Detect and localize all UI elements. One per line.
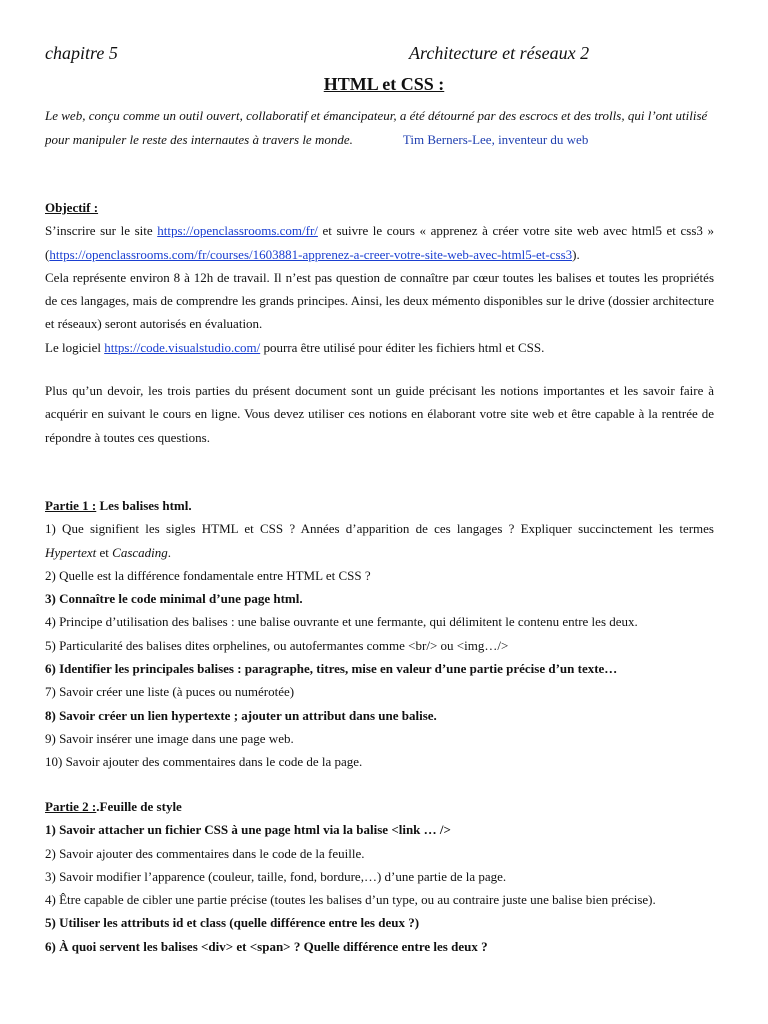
partie2-section (45, 795, 714, 958)
p1-question-8: 8) Savoir créer un lien hypertexte ; ajouter un attribut dans une balise. (45, 707, 437, 723)
p2-question-3: 3) Savoir modifier l’apparence (couleur, taille, fond, bordure,…) d’une partie de la page. (45, 868, 507, 884)
p2-question-1: 1) Savoir attacher un fichier CSS à une page html via la balise <link … /> (45, 822, 451, 838)
p1-question-1: 1) Que signifient les sigles HTML et CSS ? Années d’apparition de ces langages ? Expliquer succinctement les termes Hypertext et Cascading. (45, 521, 714, 560)
p2-question-4: 4) Être capable de cibler une partie précise (toutes les balises d’un type, ou au contraire juste une balise bien précise). (45, 892, 656, 908)
partie2-label: Partie 2 : (45, 799, 97, 814)
p1-question-9: 9) Savoir insérer une image dans une page web. (45, 730, 294, 746)
quote-author: Tim Berners-Lee, inventeur du web (402, 132, 589, 147)
partie1-section (45, 494, 714, 774)
p1-question-10: 10) Savoir ajouter des commentaires dans le code de la page. (45, 754, 363, 770)
quote-text: Le web, conçu comme un outil ouvert, collaboratif et émancipateur, a été détourné par des escrocs et des trolls, qui l’ont utilisé pour manipuler le reste des internautes à travers le monde. (45, 108, 708, 147)
p1-question-7: 7) Savoir créer une liste (à puces ou numérotée) (45, 684, 295, 700)
p1-question-2: 2) Quelle est la différence fondamentale entre HTML et CSS ? (45, 567, 371, 583)
p1-question-4: 4) Principe d’utilisation des balises : une balise ouvrante et une fermante, qui délimitent le contenu entre les deux. (45, 614, 638, 630)
p1-question-5: 5) Particularité des balises dites orphelines, ou autofermantes comme <br/> ou <img…/> (45, 637, 509, 653)
intro-paragraph: Plus qu’un devoir, les trois parties du présent document sont un guide précisant les notions importantes et les savoir faire à acquérir en suivant le cours en ligne. Vous devez utiliser ces notions en élaborant votre site web et être capable à la rentrée de répondre à toutes ces questions. (45, 383, 714, 445)
vscode-link[interactable]: https://code.visualstudio.com/ (104, 339, 261, 355)
partie1-label: Partie 1 : (45, 498, 97, 513)
partie2-title: .Feuille de style (96, 799, 182, 814)
course-link[interactable]: https://openclassrooms.com/fr/courses/1603881-apprenez-a-creer-votre-site-web-avec-html5-et-css3 (49, 246, 573, 262)
chapter-label: chapitre 5 (45, 43, 118, 63)
p2-question-5: 5) Utiliser les attributs id et class (quelle différence entre les deux ?) (45, 915, 420, 931)
p2-question-6: 6) À quoi servent les balises <div> et <span> ? Quelle différence entre les deux ? (45, 938, 488, 954)
openclassrooms-link[interactable]: https://openclassrooms.com/fr/ (157, 223, 318, 239)
p2-question-2: 2) Savoir ajouter des commentaires dans le code de la feuille. (45, 845, 365, 861)
page-title: HTML et CSS : (323, 74, 445, 94)
partie1-title: Les balises html. (96, 498, 192, 513)
course-label: Architecture et réseaux 2 (409, 43, 590, 63)
objectif-p1: S’inscrire sur le site https://openclassrooms.com/fr/ et suivre le cours « apprenez à créer votre site web avec html5 et css3 » (https://openclassrooms.com/fr/courses/1603881-apprenez-a-creer-votre-site-web-avec-html5-et-css3). (45, 223, 714, 262)
objectif-p3: Le logiciel https://code.visualstudio.com/ pourra être utilisé pour éditer les fichiers html et CSS. (45, 339, 545, 355)
p1-question-3: 3) Connaître le code minimal d’une page html. (45, 591, 303, 607)
objectif-p2: Cela représente environ 8 à 12h de travail. Il n’est pas question de connaître par cœur toutes les balises et toutes les propriétés de ces langages, mais de comprendre les grands principes. Ainsi, les deux mémento disponibles sur le drive (dossier architecture et réseaux) seront autorisés en évaluation. (45, 269, 714, 332)
p1-question-6: 6) Identifier les principales balises : paragraphe, titres, mise en valeur d’une partie précise d’un texte… (45, 661, 618, 677)
objectif-heading: Objectif : (45, 200, 99, 215)
epigraph (45, 104, 714, 152)
objectif-section (45, 196, 714, 359)
